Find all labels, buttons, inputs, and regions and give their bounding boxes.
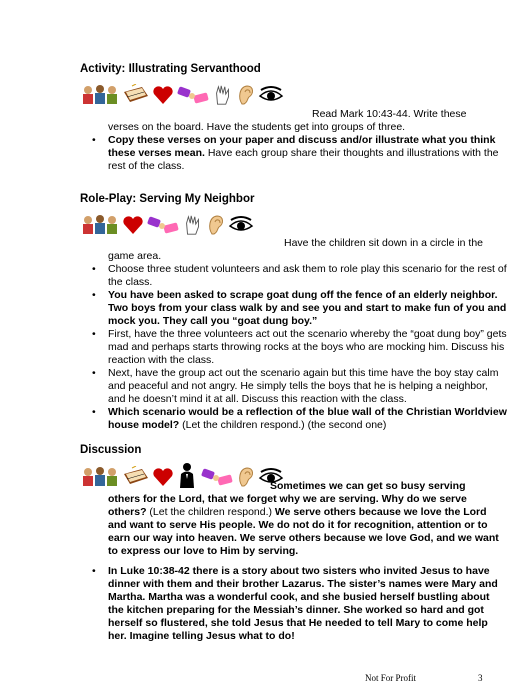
list-item: • First, have the three volunteers act out the scenario whereby the “goat dung boy” gets mad and perhaps starts throwing rocks at the boys who are mocking him. Discuss his reaction with the class.: [92, 328, 507, 367]
activity-intro-line2: verses on the board. Have the students get into groups of three.: [108, 121, 406, 133]
heart-icon: [152, 84, 174, 106]
list-item: • In Luke 10:38-42 there is a story about two sisters who invited Jesus to have dinner with them and their brother Lazarus. The sister’s names were Mary and Martha. Martha was a wonderful cook, and she busied herself bustling about the kitchen preparing for the Messiah’s dinner. She worked so hard and got herself so flustered, she told Jesus that He needed to tell Mary to come help her. Imagine telling Jesus what to do!: [92, 565, 507, 643]
praying-person-icon: [176, 462, 198, 488]
hand-icon: [182, 214, 204, 236]
list-item: • Copy these verses on your paper and discuss and/or illustrate what you think these verses mean. Have each group share their thoughts and illustrations with the rest of the class.: [92, 134, 507, 173]
hands-icon: [176, 84, 210, 106]
roleplay-heading: Role-Play: Serving My Neighbor: [80, 193, 255, 205]
activity-intro-line1: Read Mark 10:43-44. Write these: [312, 108, 467, 120]
discussion-intro-line1: Sometimes we can get so busy serving: [270, 480, 466, 492]
footer-note: Not For Profit: [365, 673, 417, 683]
bible-icon: [122, 466, 150, 488]
page-number: 3: [478, 673, 483, 683]
discussion-heading: Discussion: [80, 444, 142, 456]
list-item: • Choose three student volunteers and ask them to role play this scenario for the rest of the class.: [92, 263, 507, 289]
discussion-icon-row: [80, 462, 284, 488]
list-item: • Which scenario would be a reflection of the blue wall of the Christian Worldview house model? (Let the children respond.) (the second one): [92, 406, 507, 432]
hands-icon: [200, 466, 234, 488]
roleplay-bullets: [92, 263, 507, 432]
list-item: • You have been asked to scrape goat dung off the fence of an elderly neighbor. Two boys from your class walk by and see you and start to make fun of you and mock you. They call you “goat dung boy.”: [92, 289, 507, 328]
ear-icon: [236, 466, 256, 488]
group-icon: [80, 466, 120, 488]
roleplay-intro-line1: Have the children sit down in a circle in the: [284, 237, 484, 249]
bible-icon: [122, 84, 150, 106]
roleplay-intro-line2: game area.: [108, 250, 162, 262]
list-item: • Next, have the group act out the scenario again but this time have the boy stay calm and peaceful and not angry. He simply tells the boys that he is helping a neighbor, and he doesn’t mind it at all. Discuss this reaction with the class.: [92, 367, 507, 406]
heart-icon: [122, 214, 144, 236]
hand-icon: [212, 84, 234, 106]
hands-icon: [146, 214, 180, 236]
discussion-bullets: [92, 565, 507, 643]
group-icon: [80, 84, 120, 106]
heart-icon: [152, 466, 174, 488]
group-icon: [80, 214, 120, 236]
activity-icon-row: [80, 84, 284, 106]
ear-icon: [236, 84, 256, 106]
eye-icon: [228, 214, 254, 236]
eye-icon: [258, 84, 284, 106]
activity-bullets: [92, 134, 507, 173]
ear-icon: [206, 214, 226, 236]
activity-heading: Activity: Illustrating Servanthood: [80, 63, 261, 75]
roleplay-icon-row: [80, 214, 254, 236]
discussion-paragraph: others for the Lord, that we forget why we are serving. Why do we serve others? (Let the children respond.) We serve others because we love the Lord and want to serve His people. We do not do it for recognition, attention or to earn our way into heaven. We serve others because we love God, and we want to express our love to Him by serving.: [108, 493, 499, 557]
